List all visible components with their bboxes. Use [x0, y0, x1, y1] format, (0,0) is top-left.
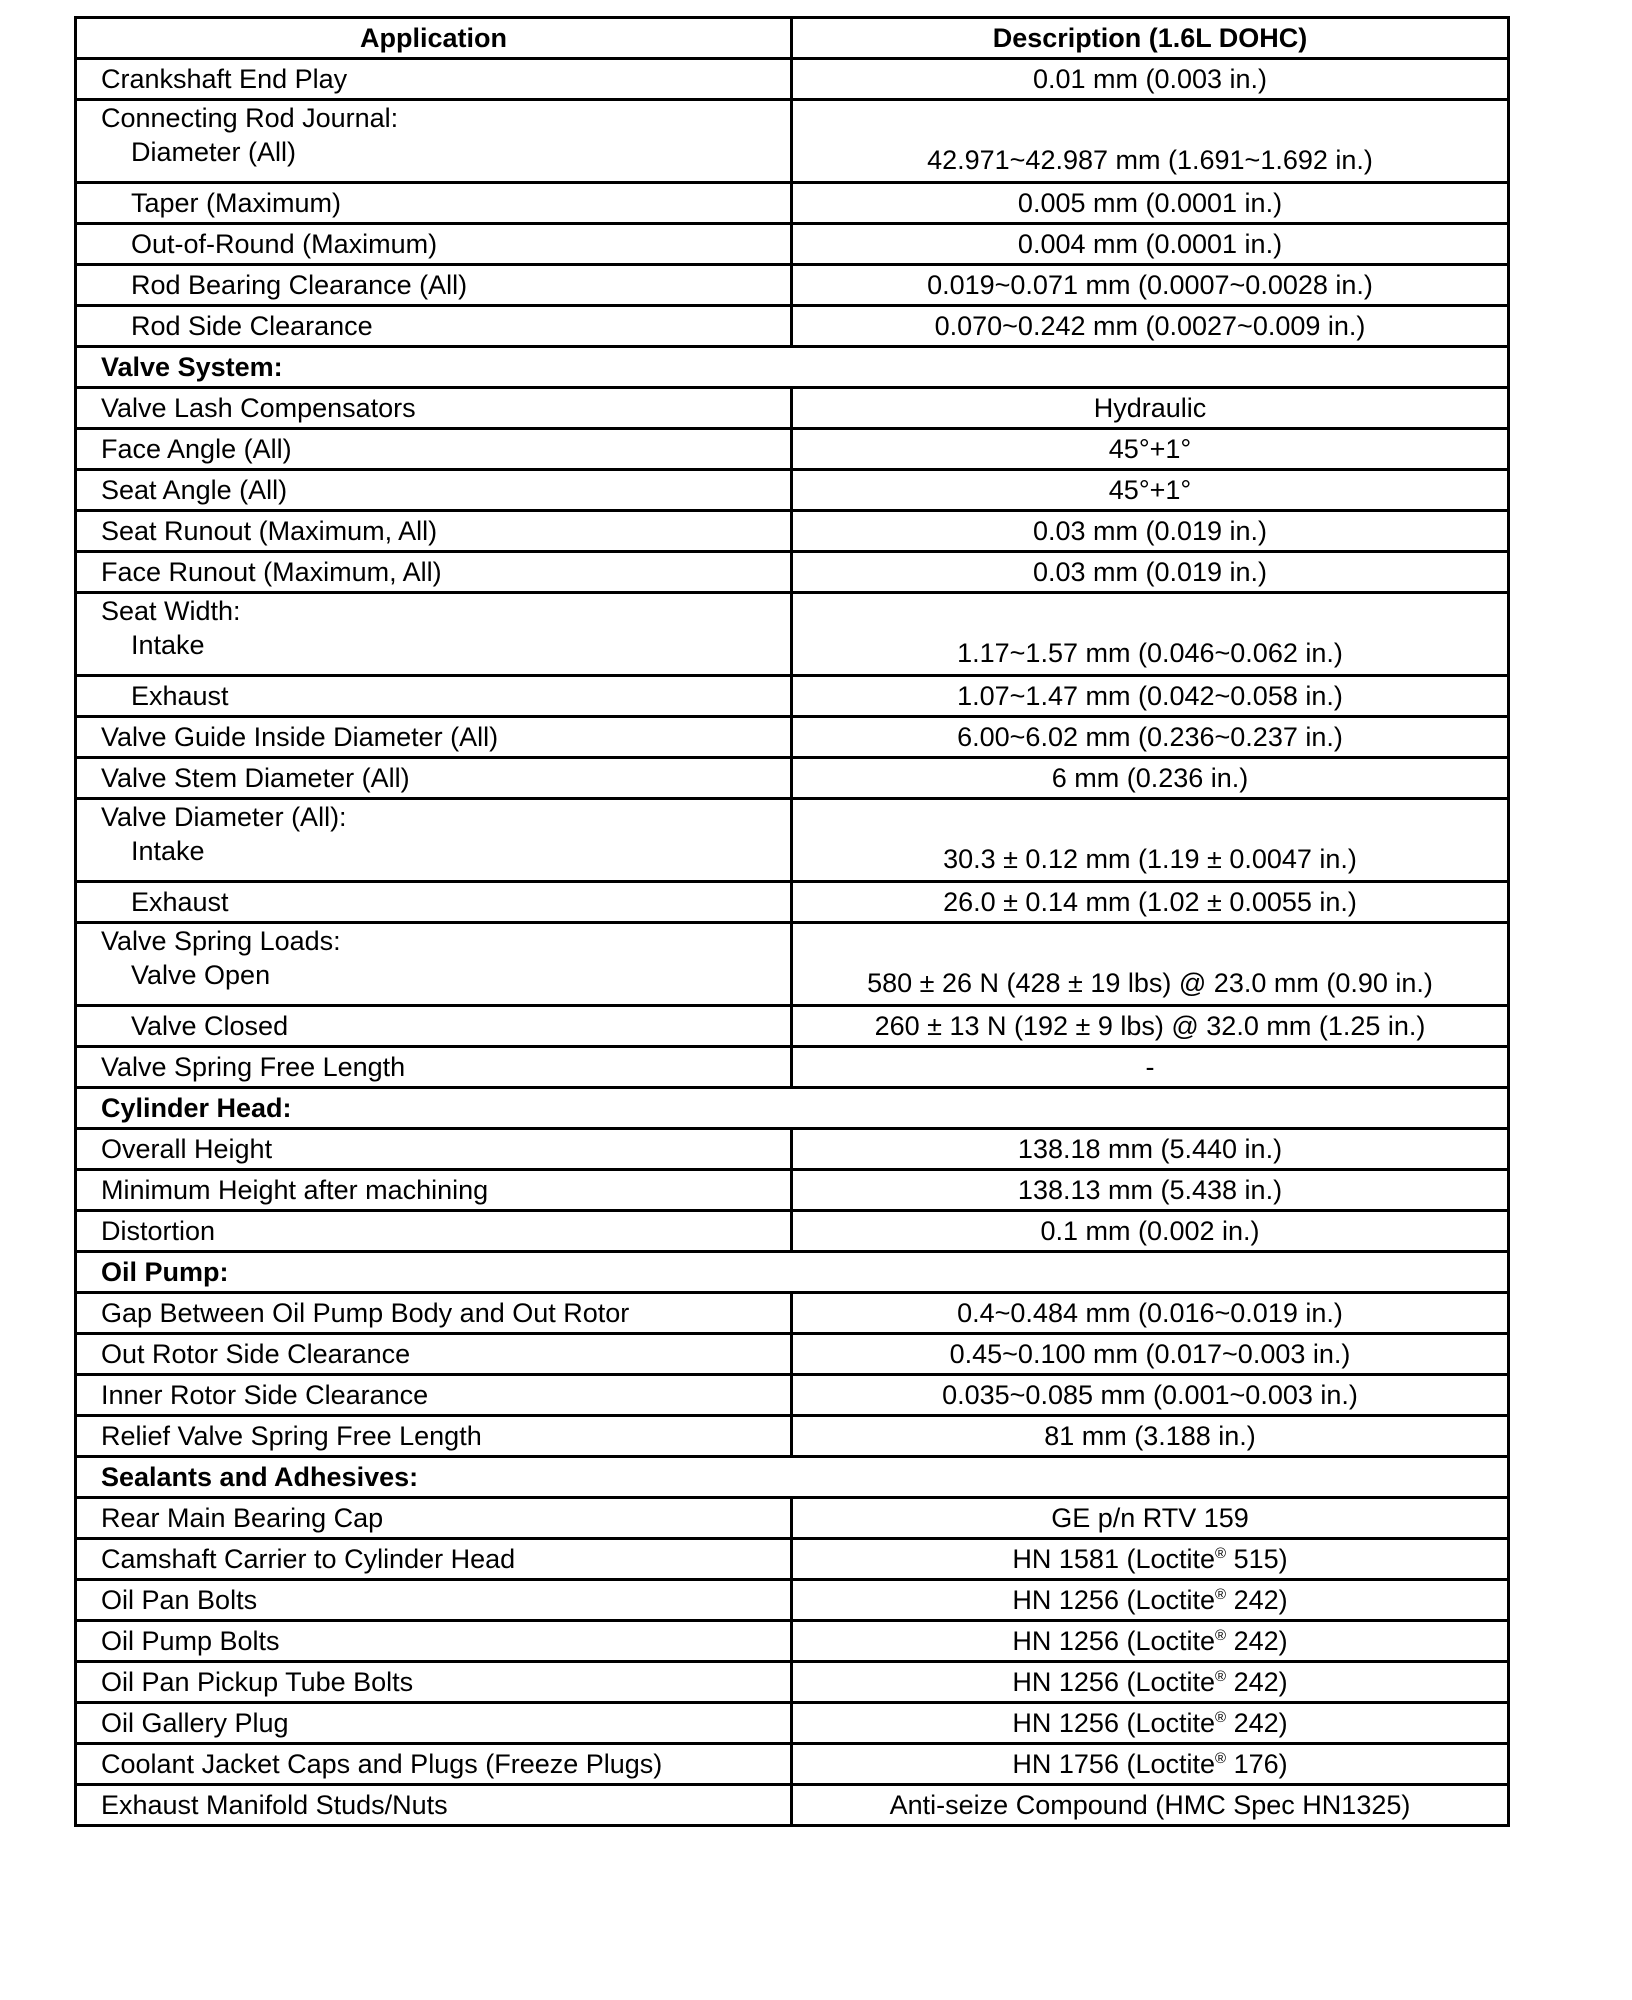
- application-cell: Rear Main Bearing Cap: [76, 1498, 792, 1539]
- application-cell: Exhaust: [76, 676, 792, 717]
- table-row: [76, 676, 1509, 717]
- application-cell: Rod Bearing Clearance (All): [76, 265, 792, 306]
- description-tail: 242): [1226, 1626, 1288, 1656]
- table-row: [76, 758, 1509, 799]
- registered-mark: ®: [1215, 1627, 1227, 1644]
- application-cell: [76, 799, 792, 882]
- description-cell: 0.004 mm (0.0001 in.): [792, 224, 1509, 265]
- table-row: [76, 388, 1509, 429]
- description-text: HN 1256 (Loctite: [1012, 1667, 1215, 1697]
- application-cell: Exhaust: [76, 882, 792, 923]
- description-cell: 81 mm (3.188 in.): [792, 1416, 1509, 1457]
- application-cell: Camshaft Carrier to Cylinder Head: [76, 1539, 792, 1580]
- table-row: [76, 1211, 1509, 1252]
- description-cell: 138.13 mm (5.438 in.): [792, 1170, 1509, 1211]
- application-cell: Valve Lash Compensators: [76, 388, 792, 429]
- application-cell: Coolant Jacket Caps and Plugs (Freeze Plugs): [76, 1744, 792, 1785]
- table-row: [76, 183, 1509, 224]
- description-cell: 6 mm (0.236 in.): [792, 758, 1509, 799]
- table-row: [76, 717, 1509, 758]
- application-cell: Oil Pan Bolts: [76, 1580, 792, 1621]
- application-cell: Out-of-Round (Maximum): [76, 224, 792, 265]
- application-cell: Taper (Maximum): [76, 183, 792, 224]
- sub-label: Valve Open: [131, 960, 271, 990]
- description-tail: 242): [1226, 1667, 1288, 1697]
- application-cell: Minimum Height after machining: [76, 1170, 792, 1211]
- section-heading: Oil Pump:: [76, 1252, 1509, 1293]
- table-header-row: [76, 18, 1509, 59]
- table-row: [76, 59, 1509, 100]
- registered-mark: ®: [1215, 1586, 1227, 1603]
- application-cell: Out Rotor Side Clearance: [76, 1334, 792, 1375]
- description-cell: 30.3 ± 0.12 mm (1.19 ± 0.0047 in.): [792, 799, 1509, 882]
- sub-label: Intake: [131, 630, 205, 660]
- description-text: HN 1256 (Loctite: [1012, 1708, 1215, 1738]
- table-row: [76, 1662, 1509, 1703]
- section-row: [76, 1252, 1509, 1293]
- description-cell: [792, 1539, 1509, 1580]
- description-text: HN 1581 (Loctite: [1012, 1544, 1215, 1574]
- group-label: Valve Spring Loads:: [101, 926, 341, 956]
- table-row: [76, 224, 1509, 265]
- application-cell: [76, 923, 792, 1006]
- application-cell: Valve Closed: [76, 1006, 792, 1047]
- description-tail: 242): [1226, 1585, 1288, 1615]
- application-cell: Inner Rotor Side Clearance: [76, 1375, 792, 1416]
- description-cell: [792, 1580, 1509, 1621]
- description-cell: 0.1 mm (0.002 in.): [792, 1211, 1509, 1252]
- description-text: HN 1256 (Loctite: [1012, 1626, 1215, 1656]
- table-row: [76, 429, 1509, 470]
- description-text: HN 1756 (Loctite: [1012, 1749, 1215, 1779]
- description-cell: 0.035~0.085 mm (0.001~0.003 in.): [792, 1375, 1509, 1416]
- application-cell: [76, 593, 792, 676]
- description-tail: 242): [1226, 1708, 1288, 1738]
- application-cell: Seat Angle (All): [76, 470, 792, 511]
- description-cell: GE p/n RTV 159: [792, 1498, 1509, 1539]
- table-row: [76, 265, 1509, 306]
- application-cell: Face Runout (Maximum, All): [76, 552, 792, 593]
- group-label: Valve Diameter (All):: [101, 802, 347, 832]
- table-row: [76, 1375, 1509, 1416]
- section-heading: Sealants and Adhesives:: [76, 1457, 1509, 1498]
- group-label: Seat Width:: [101, 596, 241, 626]
- table-row: [76, 1334, 1509, 1375]
- sub-label: Intake: [131, 836, 205, 866]
- table-row: [76, 923, 1509, 1006]
- table-row: [76, 1129, 1509, 1170]
- description-cell: 0.4~0.484 mm (0.016~0.019 in.): [792, 1293, 1509, 1334]
- application-cell: Oil Pan Pickup Tube Bolts: [76, 1662, 792, 1703]
- application-cell: Crankshaft End Play: [76, 59, 792, 100]
- application-cell: Valve Guide Inside Diameter (All): [76, 717, 792, 758]
- description-cell: 45°+1°: [792, 470, 1509, 511]
- application-cell: [76, 100, 792, 183]
- description-cell: [792, 1621, 1509, 1662]
- application-cell: Valve Spring Free Length: [76, 1047, 792, 1088]
- table-row: [76, 1293, 1509, 1334]
- description-cell: 45°+1°: [792, 429, 1509, 470]
- description-cell: Anti-seize Compound (HMC Spec HN1325): [792, 1785, 1509, 1826]
- application-cell: Valve Stem Diameter (All): [76, 758, 792, 799]
- table-row: [76, 1170, 1509, 1211]
- application-cell: Oil Gallery Plug: [76, 1703, 792, 1744]
- table-row: [76, 1580, 1509, 1621]
- description-cell: 1.17~1.57 mm (0.046~0.062 in.): [792, 593, 1509, 676]
- description-cell: 0.070~0.242 mm (0.0027~0.009 in.): [792, 306, 1509, 347]
- section-heading: Valve System:: [76, 347, 1509, 388]
- table-row: [76, 511, 1509, 552]
- description-tail: 515): [1226, 1544, 1288, 1574]
- application-cell: Oil Pump Bolts: [76, 1621, 792, 1662]
- description-cell: Hydraulic: [792, 388, 1509, 429]
- table-row: [76, 882, 1509, 923]
- description-cell: 0.03 mm (0.019 in.): [792, 552, 1509, 593]
- table-row: [76, 1047, 1509, 1088]
- description-tail: 176): [1226, 1749, 1288, 1779]
- table-row: [76, 1416, 1509, 1457]
- description-text: HN 1256 (Loctite: [1012, 1585, 1215, 1615]
- description-cell: [792, 1662, 1509, 1703]
- header-description: Description (1.6L DOHC): [792, 18, 1509, 59]
- group-label: Connecting Rod Journal:: [101, 103, 399, 133]
- registered-mark: ®: [1215, 1668, 1227, 1685]
- table-row: [76, 306, 1509, 347]
- description-cell: -: [792, 1047, 1509, 1088]
- description-cell: 0.005 mm (0.0001 in.): [792, 183, 1509, 224]
- application-cell: Face Angle (All): [76, 429, 792, 470]
- registered-mark: ®: [1215, 1545, 1227, 1562]
- table-row: [76, 1621, 1509, 1662]
- registered-mark: ®: [1215, 1709, 1227, 1726]
- table-row: [76, 552, 1509, 593]
- description-cell: 0.01 mm (0.003 in.): [792, 59, 1509, 100]
- application-cell: Relief Valve Spring Free Length: [76, 1416, 792, 1457]
- table-row: [76, 470, 1509, 511]
- section-row: [76, 1088, 1509, 1129]
- application-cell: Exhaust Manifold Studs/Nuts: [76, 1785, 792, 1826]
- table-row: [76, 799, 1509, 882]
- table-row: [76, 1539, 1509, 1580]
- description-cell: 138.18 mm (5.440 in.): [792, 1129, 1509, 1170]
- section-heading: Cylinder Head:: [76, 1088, 1509, 1129]
- description-cell: 580 ± 26 N (428 ± 19 lbs) @ 23.0 mm (0.90 in.): [792, 923, 1509, 1006]
- table-row: [76, 100, 1509, 183]
- spec-table: [74, 16, 1510, 1827]
- description-cell: [792, 1703, 1509, 1744]
- description-cell: 260 ± 13 N (192 ± 9 lbs) @ 32.0 mm (1.25 in.): [792, 1006, 1509, 1047]
- description-cell: 0.45~0.100 mm (0.017~0.003 in.): [792, 1334, 1509, 1375]
- application-cell: Gap Between Oil Pump Body and Out Rotor: [76, 1293, 792, 1334]
- header-application: Application: [76, 18, 792, 59]
- application-cell: Distortion: [76, 1211, 792, 1252]
- table-row: [76, 1498, 1509, 1539]
- table-row: [76, 593, 1509, 676]
- table-row: [76, 1785, 1509, 1826]
- application-cell: Seat Runout (Maximum, All): [76, 511, 792, 552]
- section-row: [76, 1457, 1509, 1498]
- description-cell: 0.03 mm (0.019 in.): [792, 511, 1509, 552]
- table-row: [76, 1703, 1509, 1744]
- table-body: [76, 59, 1509, 1826]
- description-cell: 0.019~0.071 mm (0.0007~0.0028 in.): [792, 265, 1509, 306]
- sub-label: Diameter (All): [131, 137, 297, 167]
- section-row: [76, 347, 1509, 388]
- description-cell: 42.971~42.987 mm (1.691~1.692 in.): [792, 100, 1509, 183]
- description-cell: 6.00~6.02 mm (0.236~0.237 in.): [792, 717, 1509, 758]
- application-cell: Overall Height: [76, 1129, 792, 1170]
- table-row: [76, 1006, 1509, 1047]
- application-cell: Rod Side Clearance: [76, 306, 792, 347]
- table-row: [76, 1744, 1509, 1785]
- description-cell: 26.0 ± 0.14 mm (1.02 ± 0.0055 in.): [792, 882, 1509, 923]
- description-cell: [792, 1744, 1509, 1785]
- description-cell: 1.07~1.47 mm (0.042~0.058 in.): [792, 676, 1509, 717]
- registered-mark: ®: [1215, 1750, 1227, 1767]
